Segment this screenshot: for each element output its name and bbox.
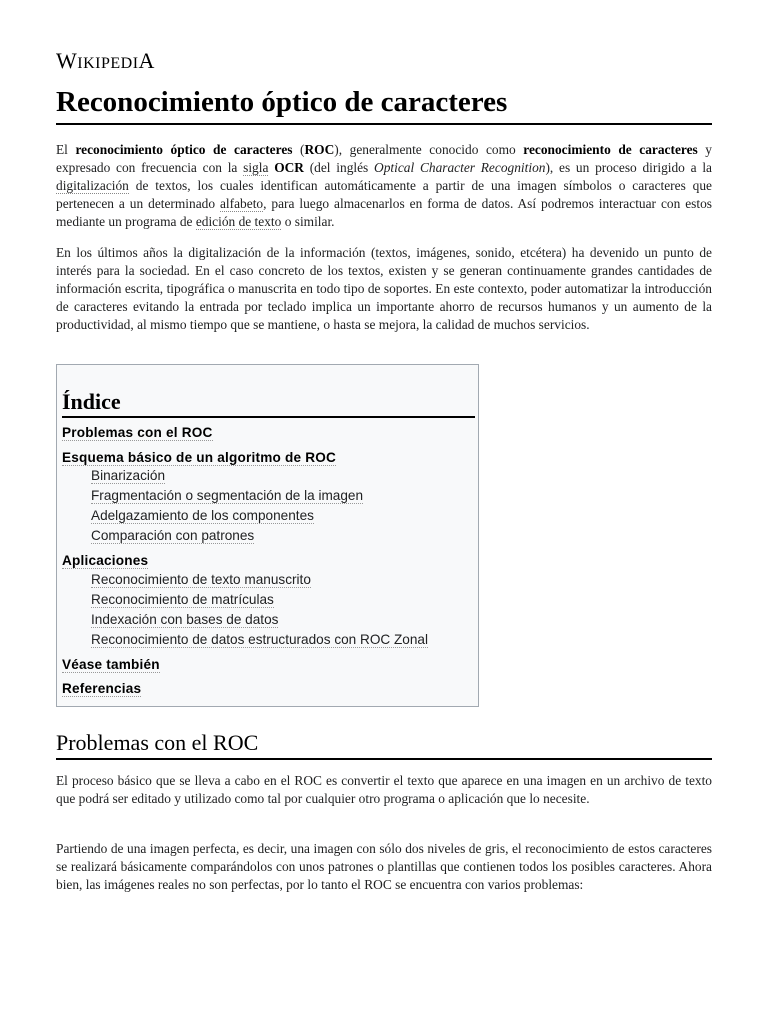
text-run: de textos, los cuales identifican automáticamente a partir de una imagen símbolos o caracteres que pertenecen a un determinado <box>56 178 712 211</box>
wordmark-text: WIKIPEDIA <box>56 48 155 73</box>
toc-label: Véase también <box>62 657 160 672</box>
text-run: ), es un proceso dirigido a la <box>545 160 712 175</box>
text-run: (del inglés <box>303 160 375 175</box>
toc-item-fragmentacion[interactable] <box>91 488 363 503</box>
text-run: ), generalmente conocido como <box>334 142 524 157</box>
toc-item-comparacion[interactable] <box>91 528 254 543</box>
toc-label: Esquema básico de un algoritmo de ROC <box>62 450 337 465</box>
toc-item-esquema[interactable] <box>62 450 336 465</box>
wikipedia-wordmark[interactable] <box>56 48 155 74</box>
bold-term: ROC <box>304 142 335 157</box>
section-paragraph-1: El proceso básico que se lleva a cabo en el ROC es convertir el texto que aparece en una imagen en un archivo de texto que podrá ser editado y utilizado como tal por cualquier otro programa o aplicación que lo necesite. <box>56 773 712 806</box>
toc-item-manuscrito[interactable] <box>91 572 311 587</box>
toc-label: Binarización <box>91 468 166 483</box>
toc-label: Adelgazamiento de los componentes <box>91 508 314 523</box>
toc-label: Referencias <box>62 681 142 696</box>
bold-term: reconocimiento de caracteres <box>523 142 698 157</box>
text-run: ( <box>292 142 305 157</box>
toc-item-roc-zonal[interactable] <box>91 632 428 647</box>
toc-item-binarizacion[interactable] <box>91 468 165 483</box>
text-run: o similar. <box>281 214 335 229</box>
link-edicion-de-texto[interactable]: edición de texto <box>195 214 282 229</box>
table-of-contents <box>56 364 479 707</box>
toc-label: Reconocimiento de datos estructurados con ROC Zonal <box>91 632 428 647</box>
toc-label: Aplicaciones <box>62 553 149 568</box>
italic-term: Optical Character Recognition <box>374 160 546 175</box>
intro-paragraph-2: En los últimos años la digitalización de la información (textos, imágenes, sonido, etcétera) ha devenido un punto de interés para la sociedad. En el caso concreto de los textos, existen y se generan continuamente grandes cantidades de información escrita, tipográfica o manuscrita en todo tipo de soportes. En este contexto, poder automatizar la introducción de caracteres evitando la entrada por teclado implica un importante ahorro de recursos humanos y un aumento de la productividad, al mismo tiempo que se mantiene, o hasta se mejora, la calidad de muchos servicios. <box>56 245 712 332</box>
page-title: Reconocimiento óptico de caracteres <box>56 86 712 125</box>
toc-item-problemas[interactable] <box>62 425 213 440</box>
toc-item-vease-tambien[interactable] <box>62 657 160 672</box>
toc-label: Reconocimiento de texto manuscrito <box>91 572 311 587</box>
text-run: y expresado con frecuencia con la <box>56 142 713 175</box>
toc-item-aplicaciones[interactable] <box>62 553 148 568</box>
text-run: , para luego almacenarlos en forma de datos. Así podremos interactuar con estos mediante un programa de <box>56 196 712 229</box>
toc-item-referencias[interactable] <box>62 681 141 696</box>
intro-paragraph-1 <box>56 141 712 231</box>
toc-label: Indexación con bases de datos <box>91 612 279 627</box>
toc-label: Fragmentación o segmentación de la imagen <box>91 488 364 503</box>
link-sigla[interactable]: sigla <box>243 160 269 175</box>
section-paragraph-2: Partiendo de una imagen perfecta, es decir, una imagen con sólo dos niveles de gris, el reconocimiento de estos caracteres se realizará básicamente comparándolos con unos patrones o plantillas que contienen todos los posibles caracteres. Ahora bien, las imágenes reales no son perfectas, por lo tanto el ROC se encuentra con varios problemas: <box>56 841 712 892</box>
toc-item-matriculas[interactable] <box>91 592 274 607</box>
toc-label: Comparación con patrones <box>91 528 255 543</box>
link-digitalizacion[interactable]: digitalización <box>56 178 129 193</box>
bold-term: OCR <box>274 160 304 175</box>
section-heading-problemas: Problemas con el ROC <box>56 730 712 760</box>
toc-title: Índice <box>62 389 475 418</box>
toc-item-indexacion[interactable] <box>91 612 278 627</box>
link-alfabeto[interactable]: alfabeto <box>219 196 264 211</box>
toc-item-adelgazamiento[interactable] <box>91 508 314 523</box>
text-run: El <box>56 142 76 157</box>
toc-label: Problemas con el ROC <box>62 425 213 440</box>
bold-term: reconocimiento óptico de caracteres <box>75 142 293 157</box>
toc-label: Reconocimiento de matrículas <box>91 592 274 607</box>
